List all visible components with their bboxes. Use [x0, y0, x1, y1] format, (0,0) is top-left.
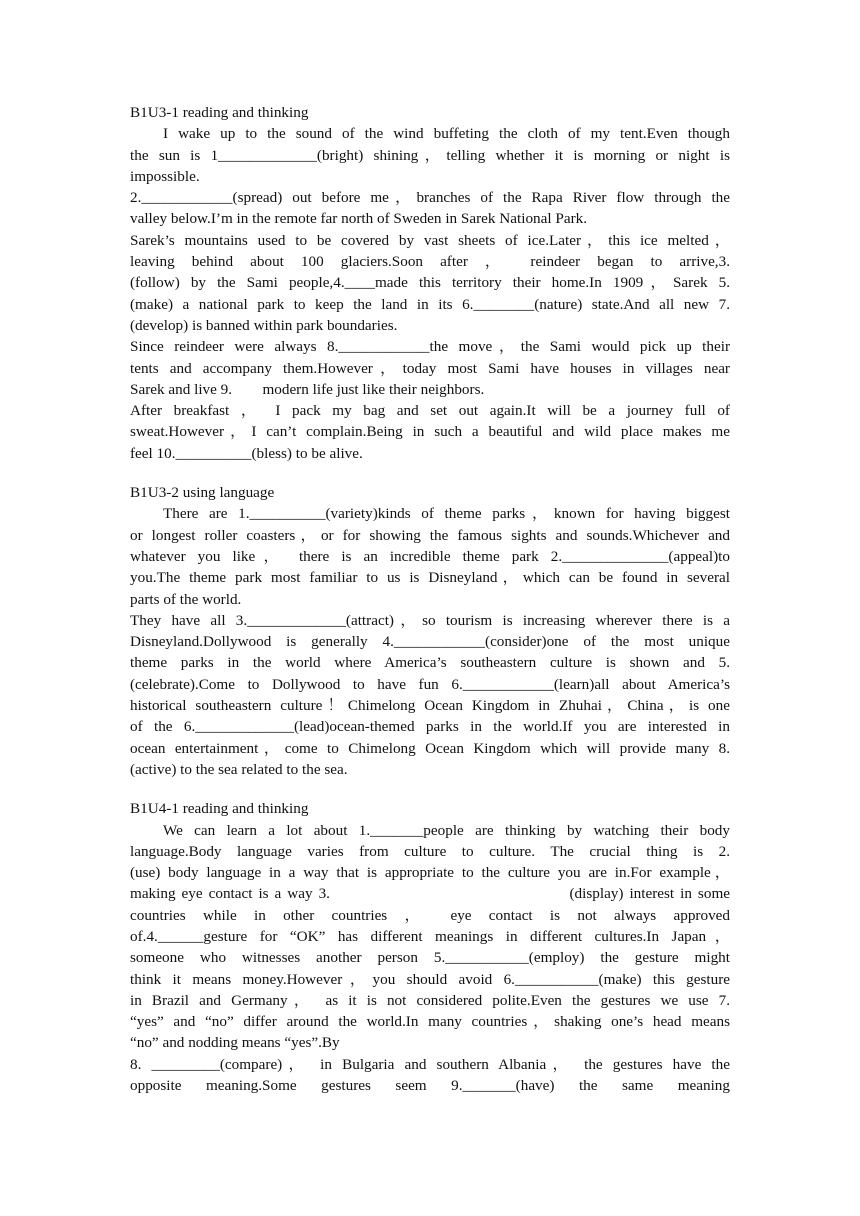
- text-line: historical southeastern culture！Chimelong Ocean Kingdom in Zhuhai，China，is one: [130, 697, 730, 715]
- text-line: ocean entertainment，come to Chimelong Ocean Kingdom which will provide many 8.: [130, 739, 730, 757]
- section-heading: B1U3-1 reading and thinking: [130, 104, 309, 121]
- text-line: think it means money.However，you should avoid 6.___________(make) this gesture: [130, 970, 730, 988]
- text-line: or longest roller coasters，or for showing the famous sights and sounds.Whichever and: [130, 526, 730, 544]
- text-line: parts of the world.: [130, 590, 242, 608]
- text-line: (use) body language in a way that is appropriate to the culture you are in.For example，: [130, 864, 730, 882]
- text-line: valley below.I’m in the remote far north of Sweden in Sarek National Park.: [130, 210, 588, 228]
- text-line: (active) to the sea related to the sea.: [130, 760, 348, 778]
- section-heading: B1U3-2 using language: [130, 484, 275, 502]
- section-spacer: [130, 464, 730, 482]
- text-line: language.Body language varies from culture to culture. The crucial thing is 2.: [130, 842, 730, 860]
- text-line: in Brazil and Germany， as it is not considered polite.Even the gestures we use 7.: [130, 991, 730, 1009]
- text-line: “no” and nodding means “yes”.By: [130, 1034, 340, 1052]
- text-line: you.The theme park most familiar to us is Disneyland，which can be found in several: [130, 569, 730, 587]
- text-line: the sun is 1_____________(bright) shining，telling whether it is morning or night is: [130, 146, 730, 164]
- text-line: “yes” and “no” differ around the world.In many countries，shaking one’s head means: [130, 1013, 730, 1031]
- text-line: (make) a national park to keep the land in its 6.________(nature) state.And all new 7.: [130, 295, 730, 313]
- text-line: 2.____________(spread) out before me，branches of the Rapa River flow through the: [130, 189, 730, 207]
- text-line: of.4.______gesture for “OK” has different meanings in different cultures.In Japan，: [130, 927, 730, 945]
- text-line: leaving behind about 100 glaciers.Soon after ， reindeer began to arrive,3.: [130, 253, 730, 271]
- text-line: impossible.: [130, 167, 200, 185]
- text-line: Sarek’s mountains used to be covered by vast sheets of ice.Later，this ice melted，: [130, 231, 730, 249]
- section-b1u3-1: [130, 102, 730, 464]
- text-line: of the 6._____________(lead)ocean-themed parks in the world.If you are interested in: [130, 718, 730, 736]
- text-line: whatever you like， there is an incredible theme park 2.______________(appeal)to: [130, 547, 730, 565]
- text-line: Disneyland.Dollywood is generally 4.____________(consider)one of the most unique: [130, 633, 730, 651]
- text-line: making eye contact is a way 3. (display) interest in some: [130, 885, 730, 903]
- text-line: tents and accompany them.However，today most Sami have houses in villages near: [130, 359, 730, 377]
- text-line: I wake up to the sound of the wind buffeting the cloth of my tent.Even though: [163, 125, 730, 143]
- text-line: We can learn a lot about 1._______people are thinking by watching their body: [163, 821, 730, 839]
- text-line: opposite meaning.Some gestures seem 9._______(have) the same meaning: [130, 1077, 730, 1095]
- section-b1u3-2: [130, 482, 730, 780]
- text-line: (develop) is banned within park boundaries.: [130, 316, 398, 334]
- text-line: feel 10.__________(bless) to be alive.: [130, 444, 363, 462]
- text-line: (celebrate).Come to Dollywood to have fun 6.____________(learn)all about America’s: [130, 675, 730, 693]
- text-line: (follow) by the Sami people,4.____made this territory their home.In 1909，Sarek 5.: [130, 274, 730, 292]
- text-line: After breakfast ， I pack my bag and set out again.It will be a journey full of: [130, 402, 730, 420]
- text-line: Sarek and live 9. modern life just like their neighbors.: [130, 380, 485, 398]
- document-page: [130, 102, 730, 1096]
- section-spacer: [130, 780, 730, 798]
- section-heading: B1U4-1 reading and thinking: [130, 800, 309, 818]
- section-b1u4-1: [130, 798, 730, 1096]
- text-line: 8. _________(compare)， in Bulgaria and southern Albania， the gestures have the: [130, 1055, 730, 1073]
- text-line: someone who witnesses another person 5.___________(employ) the gesture might: [130, 949, 730, 967]
- text-line: theme parks in the world where America’s southeastern culture is shown and 5.: [130, 654, 730, 672]
- text-line: sweat.However，I can’t complain.Being in such a beautiful and wild place makes me: [130, 423, 730, 441]
- text-line: Since reindeer were always 8.____________the move，the Sami would pick up their: [130, 338, 730, 356]
- text-line: There are 1.__________(variety)kinds of theme parks，known for having biggest: [163, 505, 730, 523]
- text-line: countries while in other countries ， eye contact is not always approved: [130, 906, 730, 924]
- text-line: They have all 3._____________(attract)，so tourism is increasing wherever there is a: [130, 611, 730, 629]
